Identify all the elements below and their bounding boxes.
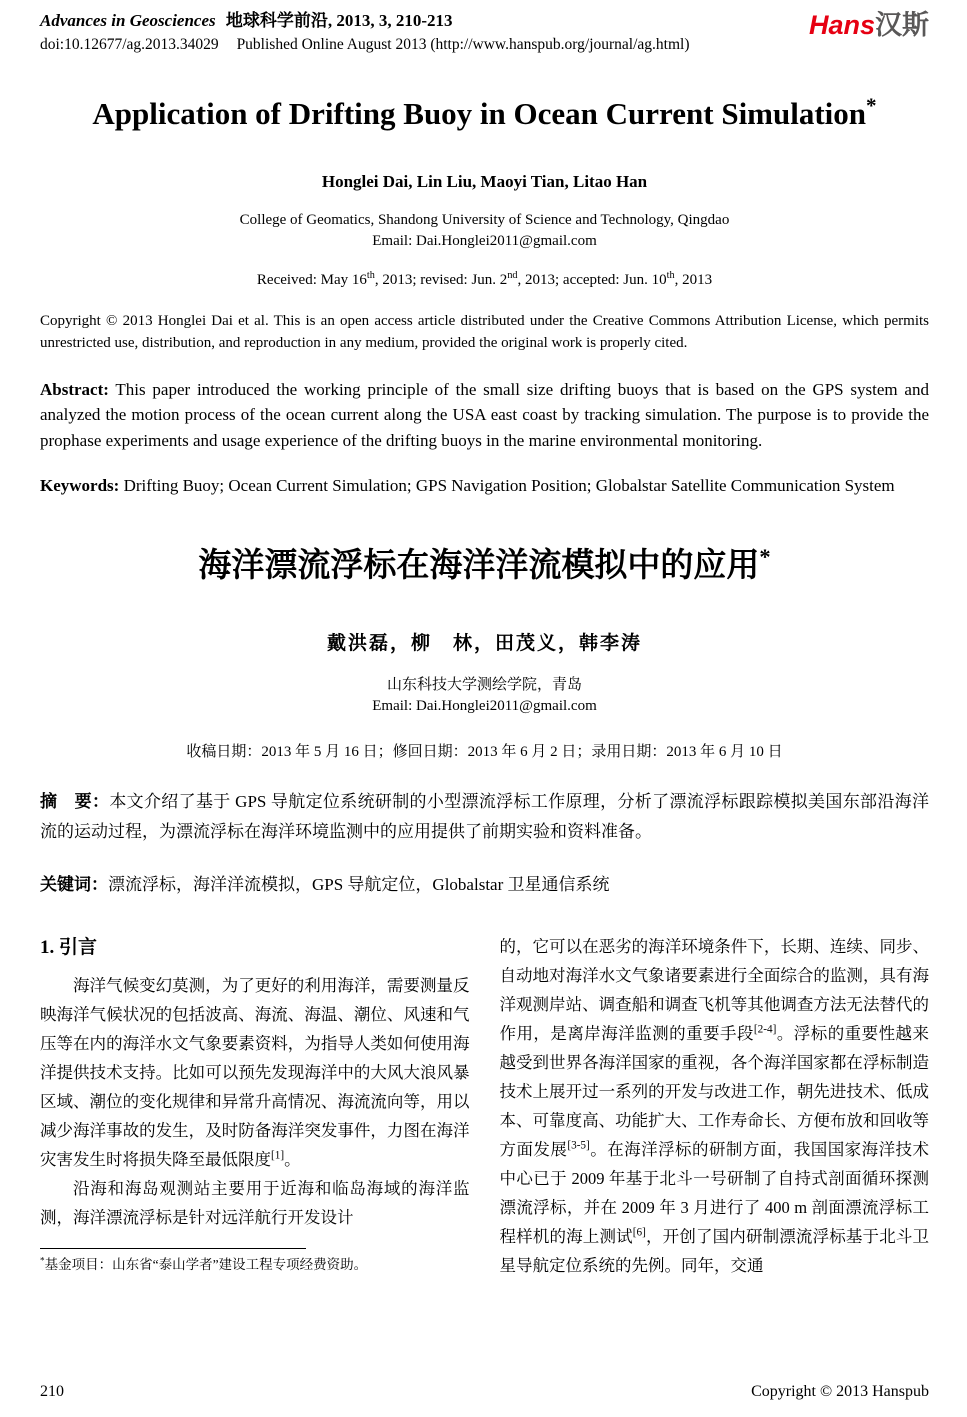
body-paragraph-1 (40, 971, 470, 1174)
abstract-text-cn: 本文介绍了基于 GPS 导航定位系统研制的小型漂流浮标工作原理，分析了漂流浮标跟踪模拟美国东部沿海洋流的运动过程，为漂流浮标在海洋环境监测中的应用提供了前期实验和资料准备。 (40, 792, 930, 841)
title-footnote-mark-cn: * (759, 543, 771, 569)
email-cn: Email: Dai.Honglei2011@gmail.com (372, 698, 597, 715)
abstract-text-en: This paper introduced the working principle of the small size drifting buoys that is based on the GPS system and analyzed the motion process of the ocean current along the USA east coast by tracking simulation. The purpose is to provide the prophase experiments and usage experience of the drifting buoys in the marine environmental monitoring. (40, 379, 929, 450)
body-paragraph-2: 沿海和海岛观测站主要用于近海和临岛海域的海洋监测，海洋漂流浮标是针对远洋航行开发设计 (40, 1178, 470, 1227)
received-part: , 2013 (674, 272, 713, 289)
journal-issue-info: 地球科学前沿, 2013, 3, 210-213 (225, 11, 453, 30)
citation-ref: [6] (632, 1226, 646, 1239)
citation-ref: [2-4] (753, 1023, 777, 1036)
journal-title-line (40, 10, 689, 32)
right-column (500, 932, 930, 1280)
abstract-cn (40, 787, 929, 847)
email-en: Email: Dai.Honglei2011@gmail.com (372, 233, 597, 250)
journal-name: Advances in Geosciences (40, 11, 216, 30)
received-part: , 2013; accepted: Jun. 10 (517, 272, 667, 289)
doi-text: doi:10.12677/ag.2013.34029 (40, 36, 219, 54)
abstract-label-en: Abstract: (40, 379, 109, 399)
page-footer (40, 1383, 929, 1401)
keywords-text-en: Drifting Buoy; Ocean Current Simulation; GPS Navigation Position; Globalstar Satellite Communication System (123, 476, 895, 496)
abstract-label-cn: 摘 要： (40, 792, 110, 812)
left-column (40, 932, 470, 1280)
published-online-text: Published Online August 2013 (http://www.hanspub.org/journal/ag.html) (236, 36, 690, 54)
affiliation-en: College of Geomatics, Shandong University of Science and Technology, Qingdao (239, 212, 730, 229)
abstract-en (40, 377, 929, 454)
section-1-heading: 1. 引言 (40, 936, 98, 958)
footnote-mark: * (40, 1255, 45, 1266)
ordinal-sup: th (366, 270, 375, 282)
paper-title-cn-text: 海洋漂流浮标在海洋洋流模拟中的应用 (198, 547, 760, 584)
authors-cn: 戴洪磊，柳 林，田茂义，韩李涛 (326, 632, 642, 654)
hans-logo-en: Hans (808, 10, 875, 40)
paragraph-text: 海洋气候变幻莫测，为了更好的利用海洋，需要测量反映海洋气候状况的包括波高、海流、海温、潮位、风速和气压等在内的海洋水文气象要素资料，为指导人类如何使用海洋提供技术支持。比如可以预先发现海洋中的大风大浪风暴区域、潮位的变化规律和异常升高情况、海流流向等，用以减少海洋事故的发生，及时防备海洋突发事件，力图在海洋灾害发生时将损失降至最低限度 (40, 975, 470, 1169)
funding-footnote (40, 1255, 470, 1275)
hans-publisher-logo (809, 12, 929, 39)
footer-copyright: Copyright © 2013 Hanspub (751, 1383, 929, 1400)
keywords-en (40, 473, 929, 499)
paper-title-en (40, 93, 929, 132)
paragraph-text: 。浮标的重要性越来越受到世界各海洋国家的重视，各个海洋国家都在浮标制造技术上展开过一系列的开发与改进工作，朝先进技术、低成本、可靠度高、功能扩大、工作寿命长、方便布放和回收等方面发展 (499, 1023, 930, 1159)
footnote-divider (40, 1248, 306, 1249)
paragraph-text: 。 (284, 1149, 301, 1169)
paragraph-text: 。在海洋浮标的研制方面，我国国家海洋技术中心已于 2009 年基于北斗一号研制了自持式剖面循环探测漂流浮标，并在 2009 年 3 月进行了 400 m 剖面漂流浮标工程样机的海上测试 (499, 1139, 929, 1246)
keywords-label-cn: 关键词： (40, 874, 108, 894)
body-paragraph-3 (500, 932, 930, 1280)
ordinal-sup: th (666, 270, 675, 282)
journal-info-block (40, 10, 689, 54)
paragraph-text: 的，它可以在恶劣的海洋环境条件下，长期、连续、同步、自动地对海洋水文气象诸要素进行全面综合的监测，具有海洋观测岸站、调查船和调查飞机等其他调查方法无法替代的作用，是离岸海洋监测的重要手段 (499, 936, 929, 1043)
paper-title-cn (40, 539, 929, 586)
received-part: , 2013; revised: Jun. 2 (374, 272, 508, 289)
keywords-cn (40, 871, 929, 898)
title-footnote-mark: * (866, 93, 877, 118)
citation-ref: [1] (271, 1149, 285, 1162)
ordinal-sup: nd (507, 270, 518, 282)
received-part: Received: May 16 (256, 272, 367, 289)
affiliation-block-cn (40, 675, 929, 719)
footnote-block (40, 1248, 470, 1275)
received-dates-en (40, 272, 929, 289)
keywords-text-cn: 漂流浮标，海洋洋流模拟，GPS 导航定位，Globalstar 卫星通信系统 (108, 874, 610, 894)
keywords-label-en: Keywords: (40, 476, 120, 496)
authors-en: Honglei Dai, Lin Liu, Maoyi Tian, Litao Han (321, 172, 648, 192)
footnote-text-content: 基金项目：山东省“泰山学者”建设工程专项经费资助。 (44, 1256, 368, 1272)
journal-header (40, 10, 929, 54)
copyright-notice: Copyright © 2013 Honglei Dai et al. This is an open access article distributed under the Creative Commons Attribution License, which permits unrestricted use, distribution, and reproduction in any medium, provided the original work is properly cited. (40, 313, 929, 351)
doi-line (40, 36, 689, 54)
affiliation-cn: 山东科技大学测绘学院，青岛 (386, 676, 582, 693)
paper-title-en-text: Application of Drifting Buoy in Ocean Current Simulation (92, 96, 867, 132)
citation-ref: [3-5] (567, 1139, 590, 1152)
affiliation-block-en (40, 210, 929, 252)
page-number: 210 (40, 1383, 64, 1400)
paragraph-text: ，开创了国内研制漂流浮标基于北斗卫星导航定位系统的先例。同年，交通 (499, 1226, 929, 1275)
body-columns (40, 932, 929, 1280)
received-dates-cn: 收稿日期：2013 年 5 月 16 日；修回日期：2013 年 6 月 2 日；录用日期：2013 年 6 月 10 日 (186, 744, 783, 761)
hans-logo-cn: 汉斯 (875, 10, 929, 40)
